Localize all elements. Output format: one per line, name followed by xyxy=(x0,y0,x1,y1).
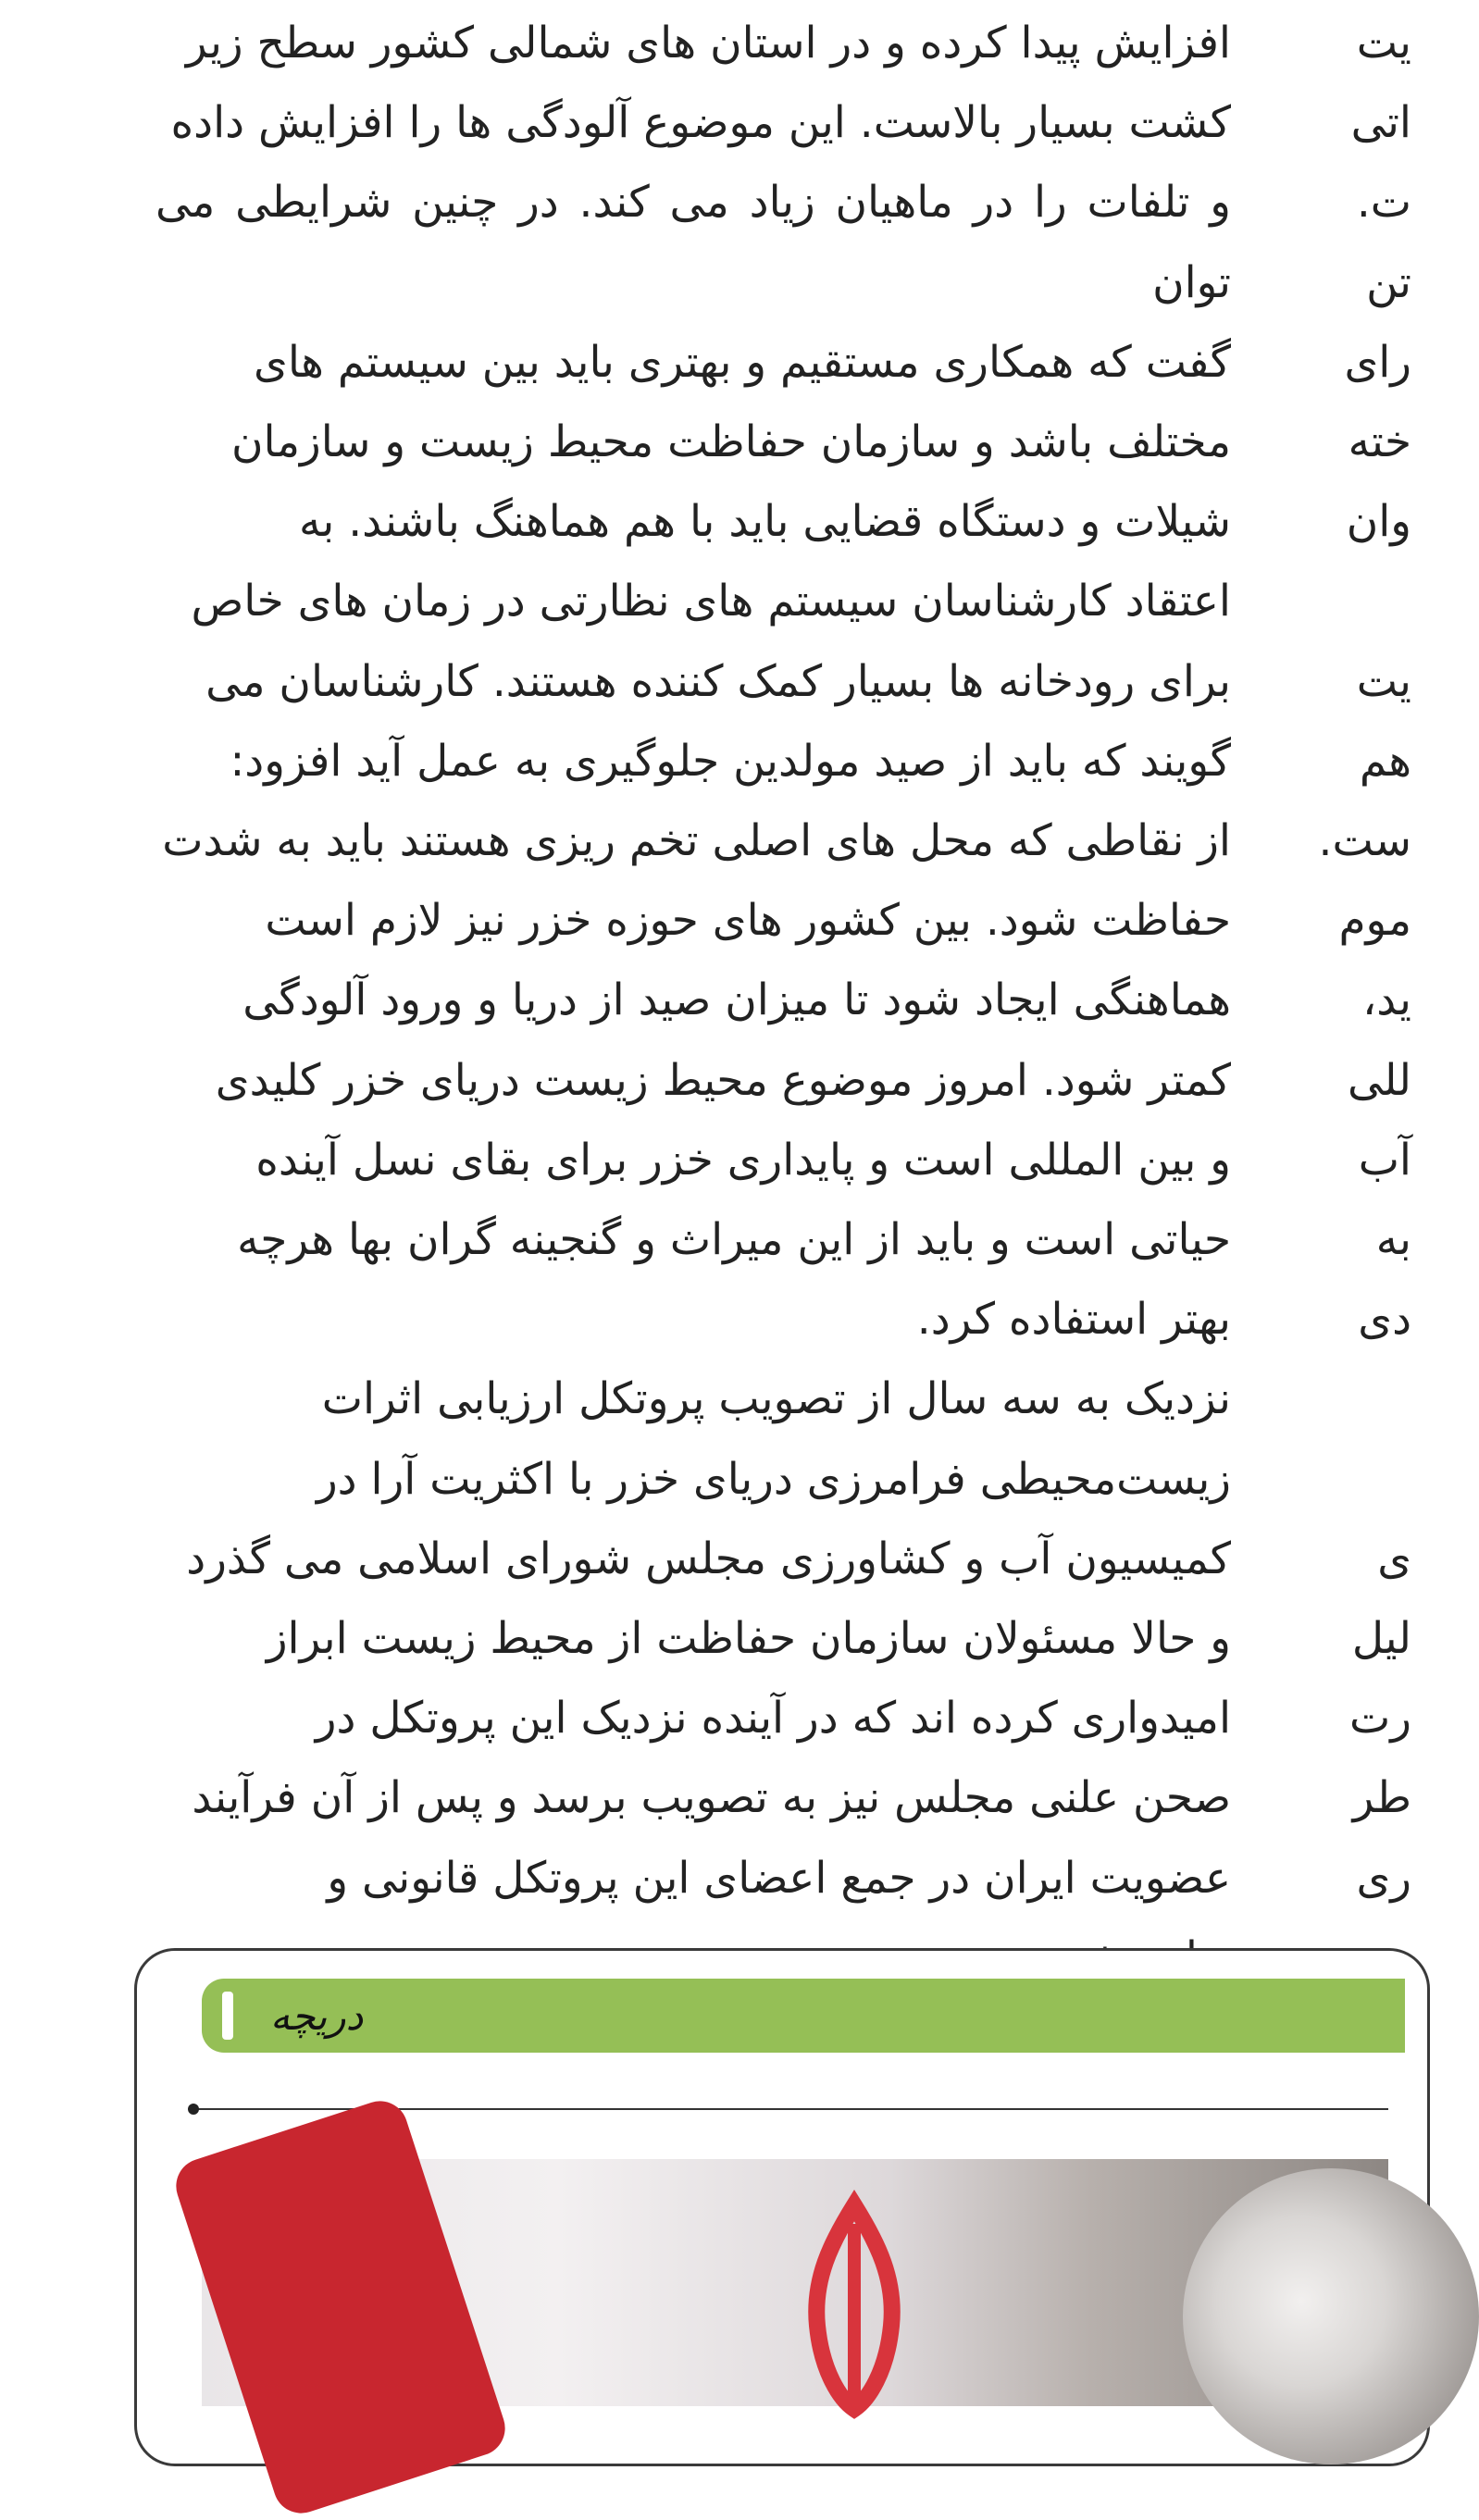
article-line: اعتقاد کارشناسان سیستم های نظارتی در زمان های خاص xyxy=(191,576,1231,627)
emblem-graphic xyxy=(776,2196,933,2418)
adjacent-column-text: رت xyxy=(1349,1693,1411,1744)
article-line: گفت که همکاری مستقیم و بهتری باید بین سیستم های xyxy=(254,336,1231,388)
person-hair-graphic xyxy=(1183,2168,1479,2464)
article-line: کشت بسیار بالاست. این موضوع آلودگی ها را افزایش داده xyxy=(170,97,1231,149)
adjacent-column-text: تن xyxy=(1366,256,1411,308)
article-line: و حالا مسئولان سازمان حفاظت از محیط زیست ابراز xyxy=(266,1613,1231,1665)
article-line: بهتر استفاده کرد. xyxy=(916,1294,1231,1346)
article-line: شیلات و دستگاه قضایی باید با هم هماهنگ باشند. به xyxy=(299,496,1231,548)
article-line: و تلفات را در ماهیان زیاد می کند. در چنین شرایطی می توان xyxy=(155,177,1231,308)
article-line: و بین المللی است و پایداری خزر برای بقای نسل آینده xyxy=(255,1134,1231,1186)
article-line: حیاتی است و باید از این میراث و گنجینه گران بها هرچه xyxy=(237,1214,1231,1266)
adjacent-column-text: ید، xyxy=(1362,974,1411,1026)
adjacent-column-text: طر xyxy=(1352,1772,1411,1824)
adjacent-column-text: اتی xyxy=(1350,97,1411,149)
article-line: کمتر شود. امروز موضوع محیط زیست دریای خزر کلیدی xyxy=(215,1054,1231,1106)
adjacent-column-text: آب xyxy=(1358,1134,1411,1186)
adjacent-column-text: رای xyxy=(1344,336,1411,388)
adjacent-column-text: به xyxy=(1375,1214,1411,1265)
article-line: مختلف باشد و سازمان حفاظت محیط زیست و سازمان xyxy=(231,416,1231,468)
adjacent-column-text: یت xyxy=(1356,655,1411,707)
adjacent-column-text: خته xyxy=(1348,416,1411,467)
adjacent-column-fragment xyxy=(1296,4,1411,1947)
article-line: امیدواری کرده اند که در آینده نزدیک این پروتکل در xyxy=(315,1693,1231,1744)
adjacent-column-text: یت xyxy=(1356,18,1411,68)
article-line: حفاظت شود. بین کشور های حوزه خزر نیز لازم است xyxy=(265,895,1231,947)
adjacent-column-text: للی xyxy=(1347,1054,1411,1106)
news-photo xyxy=(202,2159,1388,2406)
article-line: گویند که باید از صید مولدین جلوگیری به عمل آید افزود: xyxy=(230,735,1231,787)
adjacent-column-text: وان xyxy=(1346,496,1411,548)
adjacent-column-text: لیل xyxy=(1351,1613,1411,1664)
article-line: صحن علنی مجلس نیز به تصویب برسد و پس از آن فرآیند xyxy=(192,1772,1231,1824)
adjacent-column-text: ی xyxy=(1377,1533,1411,1584)
article-body xyxy=(155,4,1231,1998)
adjacent-column-text: ری xyxy=(1356,1852,1411,1904)
banner-accent xyxy=(222,1992,233,2040)
sidebar-title: دریچه xyxy=(270,1993,364,2039)
article-line: کمیسیون آب و کشاورزی مجلس شورای اسلامی می گذرد xyxy=(186,1533,1231,1584)
article-line: افزایش پیدا کرده و در استان های شمالی کشور سطح زیر xyxy=(185,18,1231,68)
article-line: زیست‌محیطی فرامرزی دریای خزر با اکثریت آرا در xyxy=(316,1453,1231,1505)
article-line: برای رودخانه ها بسیار کمک کننده هستند. کارشناسان می xyxy=(205,655,1231,707)
article-line: هماهنگی ایجاد شود تا میزان صید از دریا و ورود آلودگی xyxy=(242,974,1231,1026)
article-line: از نقاطی که محل های اصلی تخم ریزی هستند باید به شدت xyxy=(162,815,1231,867)
adjacent-column-text: هم xyxy=(1359,735,1411,787)
adjacent-column-text: موم xyxy=(1338,895,1411,947)
adjacent-column-text: ست. xyxy=(1318,815,1411,866)
article-line: نزدیک به سه سال از تصویب پروتکل ارزیابی اثرات xyxy=(321,1373,1231,1425)
adjacent-column-text: دی xyxy=(1358,1294,1411,1346)
divider-dot xyxy=(188,2104,199,2115)
sidebar-banner xyxy=(202,1979,1405,2053)
adjacent-column-text: ت. xyxy=(1356,177,1411,229)
article-line: عضویت ایران در جمع اعضای این پروتکل قانونی و xyxy=(327,1852,1231,1904)
